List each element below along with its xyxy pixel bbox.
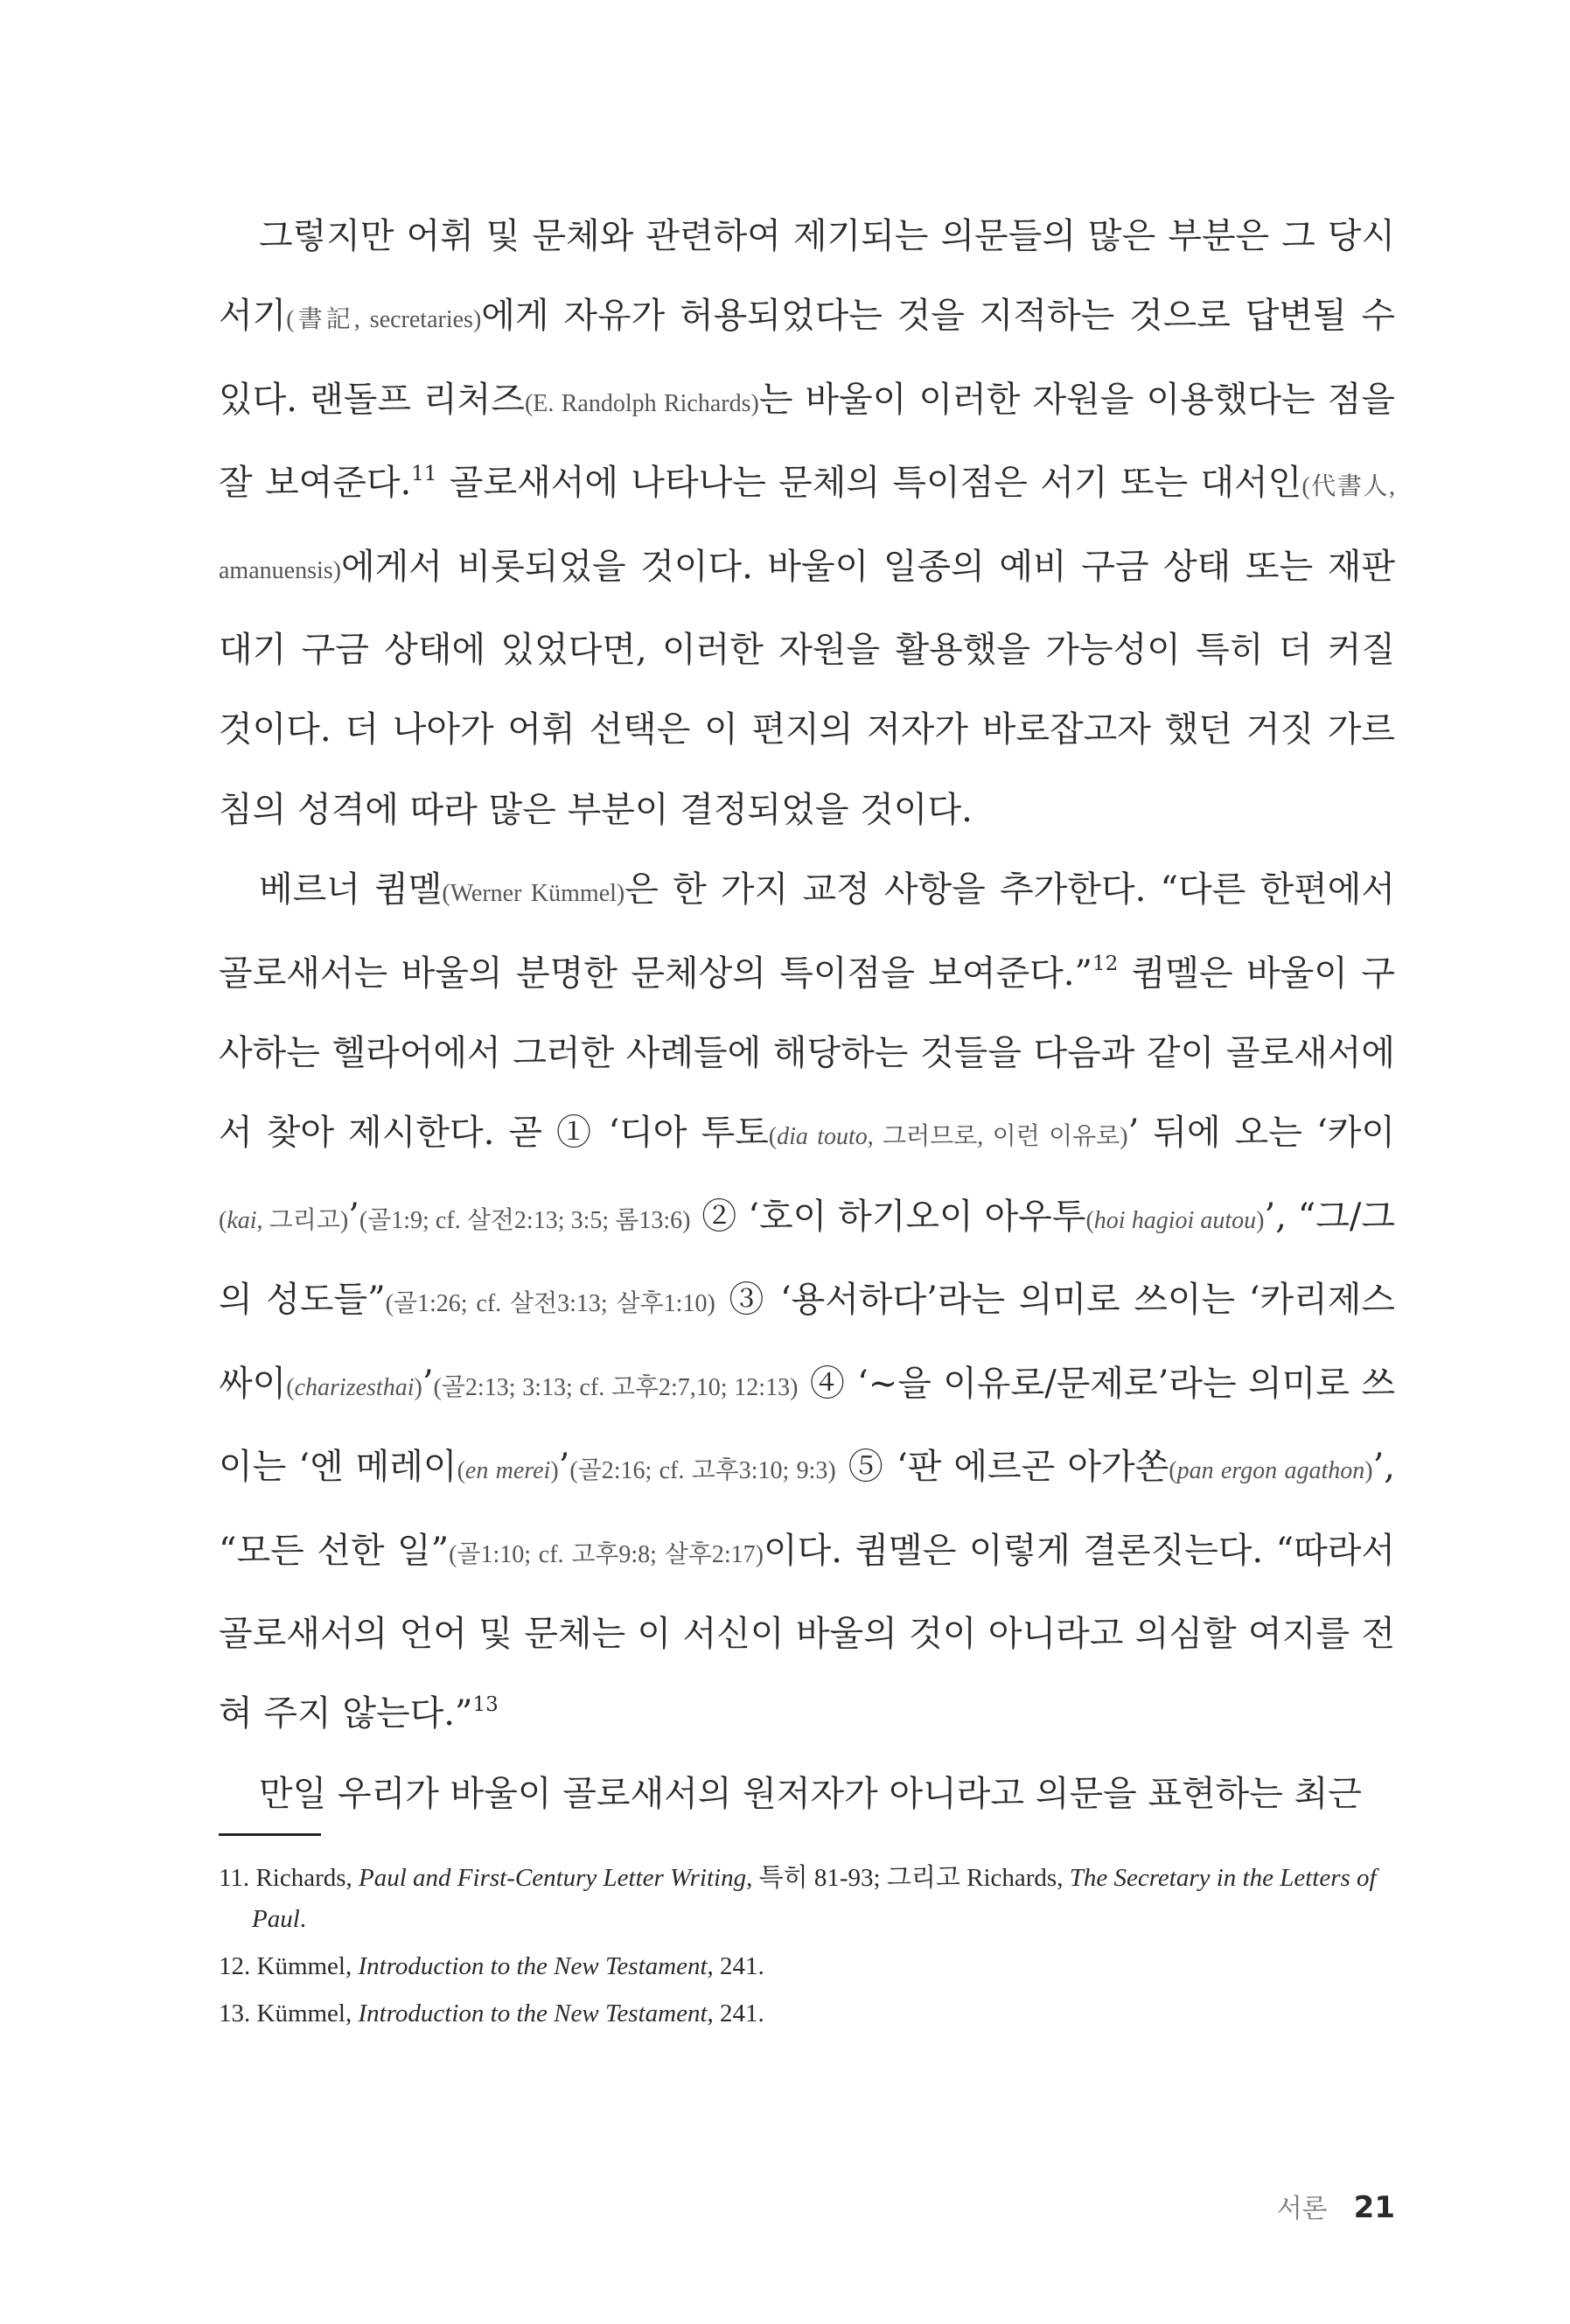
footnote-12: 12. Kümmel, Introduction to the New Testament, 241. <box>219 1952 764 1980</box>
page-number: 21 <box>1353 2190 1395 2225</box>
inline-note: (hoi hagioi autou) <box>1085 1206 1265 1234</box>
footnote-ref-13[interactable]: 13 <box>472 1692 499 1716</box>
inline-note: (Werner Kümmel) <box>442 880 625 908</box>
footnote-11: 11. Richards, Paul and First-Century Letter Writing, 특히 81-93; 그리고 Richards, The Secretary in the Letters of Paul. <box>219 1864 1377 1933</box>
inline-note: (kai, 그리고) <box>219 1206 349 1234</box>
inline-note: (pan ergon agathon) <box>1169 1457 1373 1485</box>
inline-note: (dia touto, 그러므로, 이런 이유로) <box>768 1123 1128 1151</box>
paragraph-2: 베르너 큄멜(Werner Kümmel)은 한 가지 교정 사항을 추가한다. “다른 한편에서 골로새서는 바울의 분명한 문체상의 특이점을 보여준다.”$^{12}$ 큄멜은 바울이 구사하는 헬라어에서 그러한 사례들에 해당하는 것들을 다음과 같이 골로새서에서 찾아 제시한다. 곧 ① ‘디아 투토(dia touto, 그러므로, 이런 이유로)’ 뒤에 오는 ‘카이(kai, 그리고)’(골1:9; cf. 살전2:13; 3:5; 롬13:6) ② ‘호이 하기오이 아우투(hoi hagioi autou)’, “그/그의 성도들”(골1:26; cf. 살전3:13; 살후1:10) ③ ‘용서하다’라는 의미로 쓰이는 ‘카리제스싸이(charizesthai)’(골2:13; 3:13; cf. 고후2:7,10; 12:13) ④ ‘~을 이유로/문제로’라는 의미로 쓰이는 ‘엔 메레이(en merei)’(골2:16; cf. 고후3:10; 9:3) ⑤ ‘판 에르곤 아가쏜(pan ergon agathon)’, “모든 선한 일”(골1:10; cf. 고후9:8; 살후2:17)이다. 큄멜은 이렇게 결론짓는다. “따라서 골로새서의 언어 및 문체는 이 서신이 바울의 것이 아니라고 의심할 여지를 전혀 주지 않는다.”$^{13}$ <box>219 869 1396 1734</box>
inline-note: (골1:10; cf. 고후9:8; 살후2:17) <box>449 1540 764 1568</box>
body-text <box>219 197 1395 1834</box>
inline-note: (골2:13; 3:13; cf. 고후2:7,10; 12:13) <box>433 1373 799 1401</box>
inline-note: (골1:9; cf. 살전2:13; 3:5; 롬13:6) <box>359 1206 691 1234</box>
inline-note: (書記, secretaries) <box>286 306 482 334</box>
footnote-13: 13. Kümmel, Introduction to the New Testament, 241. <box>219 1999 764 2027</box>
footnote-ref-11[interactable]: 11 <box>411 462 437 485</box>
running-section-title: 서론 <box>1276 2194 1328 2224</box>
paragraph-3: 만일 우리가 바울이 골로새서의 원저자가 아니라고 의문을 표현하는 최근 <box>259 1773 1362 1814</box>
inline-note: (en merei) <box>457 1457 559 1485</box>
inline-note: (골1:26; cf. 살전3:13; 살후1:10) <box>385 1290 715 1318</box>
footnotes <box>219 1858 1395 2041</box>
inline-note: (charizesthai) <box>286 1373 422 1401</box>
footnote-ref-12[interactable]: 12 <box>1092 953 1119 976</box>
inline-note: (代書人, amanuensis) <box>219 473 1395 584</box>
page-footer <box>1277 2187 1395 2225</box>
footnote-divider <box>219 1833 321 1836</box>
inline-note: (골2:16; cf. 고후3:10; 9:3) <box>569 1457 836 1485</box>
inline-note: (E. Randolph Richards) <box>524 389 759 417</box>
paragraph-1: 그렇지만 어휘 및 문체와 관련하여 제기되는 의문들의 많은 부분은 그 당시 서기(書記, secretaries)에게 자유가 허용되었다는 것을 지적하는 것으로 답변될 수 있다. 랜돌프 리처즈(E. Randolph Richards)는 바울이 이러한 자원을 이용했다는 점을 잘 보여준다.$^{11}$ 골로새서에 나타나는 문체의 특이점은 서기 또는 대서인(代書人, amanuensis)에게서 비롯되었을 것이다. 바울이 일종의 예비 구금 상태 또는 재판 대기 구금 상태에 있었다면, 이러한 자원을 활용했을 가능성이 특히 더 커질 것이다. 더 나아가 어휘 선택은 이 편지의 저자가 바로잡고자 했던 거짓 가르침의 성격에 따라 많은 부분이 결정되었을 것이다. <box>219 216 1395 830</box>
